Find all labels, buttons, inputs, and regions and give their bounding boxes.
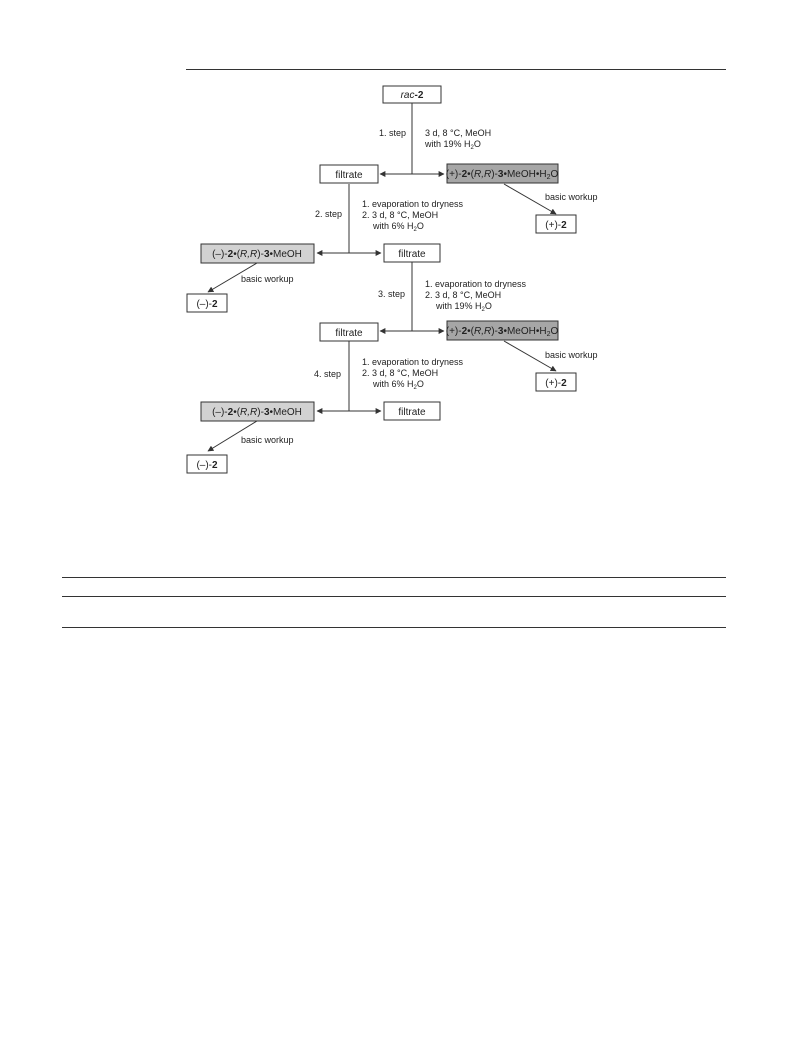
- step3-annotation: [378, 279, 527, 313]
- svg-text:filtrate: filtrate: [335, 170, 363, 181]
- step1-label: 1. step: [379, 128, 407, 138]
- svg-text:1. evaporation to dryness: 1. evaporation to dryness: [362, 357, 464, 367]
- svg-text:(–)-2•(R,R)-3•MeOH: (–)-2•(R,R)-3•MeOH: [212, 249, 302, 260]
- workup-label-3: basic workup: [545, 350, 598, 360]
- node-filtrate-1: [320, 165, 378, 183]
- svg-text:(–)-2: (–)-2: [196, 299, 218, 310]
- workup-label-1: basic workup: [545, 192, 598, 202]
- svg-text:with 6% H2O: with 6% $H_2O$: [373, 221, 424, 233]
- node-minus2-2: [187, 455, 227, 473]
- node-plus2-1: [536, 215, 576, 233]
- svg-text:(+)-2: (+)-2: [545, 220, 567, 231]
- svg-text:3 d, 8 °C, MeOH: 3 d, 8 °C, MeOH: [425, 128, 492, 138]
- workup-label-2: basic workup: [241, 274, 294, 284]
- svg-text:1. evaporation to dryness: 1. evaporation to dryness: [425, 279, 527, 289]
- step4-label: 4. step: [314, 369, 342, 379]
- node-minus2-1: [187, 294, 227, 312]
- node-minus-salt-2: [201, 402, 314, 421]
- svg-text:(+)-2•(R,R)-3•MeOH•H2O: $(+)-2•(R,R)-3•MeOH•H_2O$: [445, 169, 559, 181]
- step3-label: 3. step: [378, 289, 406, 299]
- svg-text:(–)-2•(R,R)-3•MeOH: (–)-2•(R,R)-3•MeOH: [212, 407, 302, 418]
- node-rac2: [383, 86, 441, 103]
- svg-text:(–)-2: (–)-2: [196, 460, 218, 471]
- svg-text:2. 3 d, 8 °C, MeOH: 2. 3 d, 8 °C, MeOH: [425, 290, 502, 300]
- svg-text:with 19% H2O: with 19% $H_2O$: [436, 301, 492, 313]
- svg-text:rac-2: rac-2: [400, 90, 424, 101]
- svg-text:2. 3 d, 8 °C, MeOH: 2. 3 d, 8 °C, MeOH: [362, 368, 439, 378]
- node-filtrate-4: [384, 402, 440, 420]
- step1-annotation: [379, 128, 491, 151]
- svg-text:(+)-2•(R,R)-3•MeOH•H2O: $(+)-2•(R,R)-3•MeOH•H_2O$: [445, 326, 559, 338]
- node-filtrate-2: [384, 244, 440, 262]
- svg-text:with 19% H2O: with 19% $H_2O$: [425, 139, 481, 151]
- node-plus-salt-1: [446, 164, 559, 183]
- svg-text:filtrate: filtrate: [335, 328, 363, 339]
- svg-text:filtrate: filtrate: [398, 249, 426, 260]
- node-plus2-2: [536, 373, 576, 391]
- node-minus-salt-1: [201, 244, 314, 263]
- node-plus-salt-2: [446, 321, 559, 340]
- svg-text:1. evaporation to dryness: 1. evaporation to dryness: [362, 199, 464, 209]
- step2-annotation: [315, 199, 464, 233]
- svg-text:filtrate: filtrate: [398, 407, 426, 418]
- svg-text:(+)-2: (+)-2: [545, 378, 567, 389]
- step2-label: 2. step: [315, 209, 343, 219]
- svg-text:with 6% H2O: with 6% $H_2O$: [373, 379, 424, 391]
- workup-label-4: basic workup: [241, 435, 294, 445]
- svg-text:2. 3 d, 8 °C, MeOH: 2. 3 d, 8 °C, MeOH: [362, 210, 439, 220]
- node-filtrate-3: [320, 323, 378, 341]
- step4-annotation: [314, 357, 464, 391]
